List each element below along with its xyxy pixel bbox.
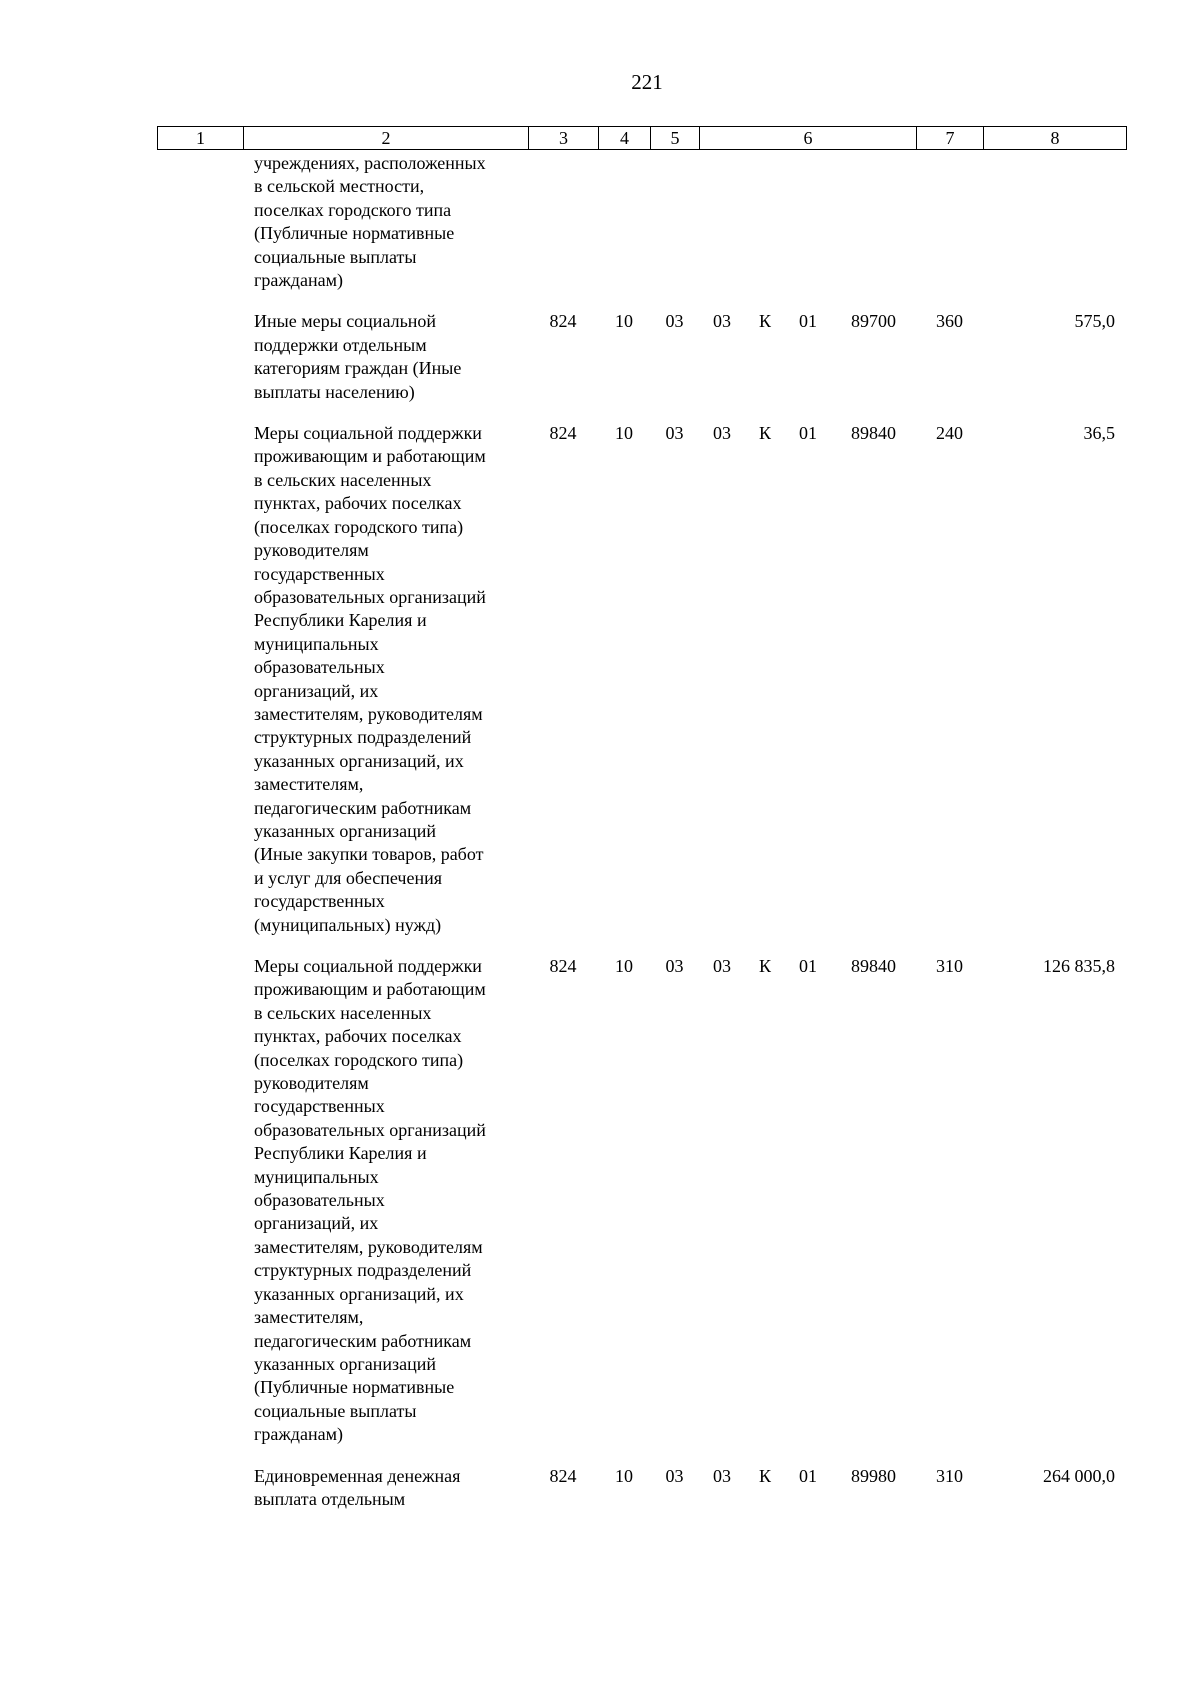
table-row [157,1465,1126,1512]
cell-col6-part4: 89980 [851,1465,896,1486]
cell-col3: 824 [549,956,577,976]
column-header-1: 1 [158,127,244,150]
cell-col6-part3: 01 [799,956,817,976]
cell-description: Меры социальной поддержки проживающим и работающим в сельских населенных пунктах, рабочих поселках (поселках городского типа) руководителям государственных образовательных организаций Республики Карелия и муниципальных образовательных организаций, их заместителям, руководителям структурных подразделений указанных организаций, их заместителям, педагогическим работникам указанных организаций (Иные закупки товаров, работ и услуг для обеспечения государственных (муниципальных) нужд) [254,423,486,935]
cell-col1 [157,422,243,937]
cell-amount [983,152,1126,292]
cell-col1 [157,1465,243,1512]
cell-col6-part3 [785,152,831,292]
cell-col6-part2: К [758,311,771,332]
row-spacer [157,292,1126,310]
cell-col6-part3: 01 [799,311,817,332]
cell-col6-part1: 03 [713,1465,731,1486]
cell-col5: 03 [665,423,684,444]
row-spacer [157,937,1126,955]
cell-col5: 03 [665,956,684,976]
cell-col6-part2: К [758,423,771,444]
cell-col1 [157,310,243,404]
cell-col7: 360 [936,311,963,332]
cell-col6-part2: К [758,1465,771,1486]
column-header-table [157,126,1127,150]
cell-col6-part1: 03 [713,423,731,444]
table-row [157,152,1126,292]
cell-col3 [528,152,598,292]
cell-col6-part2: К [758,956,771,976]
column-header-4: 4 [599,127,651,150]
cell-col3: 824 [549,423,577,444]
cell-col6-part4 [831,152,916,292]
cell-description: Единовременная денежная выплата отдельным [254,1465,461,1509]
column-header-7: 7 [917,127,984,150]
cell-col4: 10 [615,1465,633,1486]
cell-col5: 03 [665,311,684,332]
cell-col4 [598,152,650,292]
column-header-8: 8 [984,127,1127,150]
column-header-row [158,127,1127,150]
cell-col3: 824 [549,311,577,332]
table-row [157,310,1126,404]
cell-amount: 126 835,8 [1043,956,1115,976]
cell-col4: 10 [615,956,633,976]
budget-table [157,152,1126,1511]
cell-col4: 10 [615,311,633,332]
cell-col7: 310 [936,956,963,976]
cell-col7: 240 [936,423,963,444]
cell-col4: 10 [615,423,633,444]
cell-col6-part4: 89700 [851,311,896,332]
column-header-2: 2 [244,127,529,150]
cell-col6-part4: 89840 [851,423,896,444]
table-row [157,422,1126,937]
cell-col6-part3: 01 [799,1465,817,1486]
cell-col5: 03 [665,1465,684,1486]
cell-description: Иные меры социальной поддержки отдельным категориям граждан (Иные выплаты населению) [254,311,462,402]
cell-col6-part1: 03 [713,311,731,332]
cell-col6-part1: 03 [713,956,731,976]
cell-col7 [916,152,983,292]
column-header-5: 5 [651,127,700,150]
cell-col1 [157,955,243,1447]
column-header-3: 3 [529,127,599,150]
cell-description: учреждениях, расположенных в сельской местности, поселках городского типа (Публичные нормативные социальные выплаты гражданам) [254,153,486,291]
cell-description: Меры социальной поддержки проживающим и работающим в сельских населенных пунктах, рабочих поселках (поселках городского типа) руководителям государственных образовательных организаций Республики Карелия и муниципальных образовательных организаций, их заместителям, руководителям структурных подразделений указанных организаций, их заместителям, педагогическим работникам указанных организаций (Публичные нормативные социальные выплаты гражданам) [254,956,486,1445]
column-header-6: 6 [700,127,917,150]
cell-col5 [650,152,699,292]
cell-amount: 264 000,0 [1043,1465,1115,1486]
row-spacer [157,404,1126,422]
cell-amount: 36,5 [1083,423,1115,444]
cell-col7: 310 [936,1465,963,1486]
cell-col1 [157,152,243,292]
cell-col3: 824 [549,1465,577,1486]
cell-amount: 575,0 [1074,311,1115,332]
cell-col6-part1 [699,152,745,292]
row-spacer [157,1447,1126,1465]
cell-col6-part2 [745,152,785,292]
cell-col6-part4: 89840 [851,956,896,976]
table-row [157,955,1126,1447]
page-number: 221 [631,70,663,94]
cell-col6-part3: 01 [799,423,817,444]
